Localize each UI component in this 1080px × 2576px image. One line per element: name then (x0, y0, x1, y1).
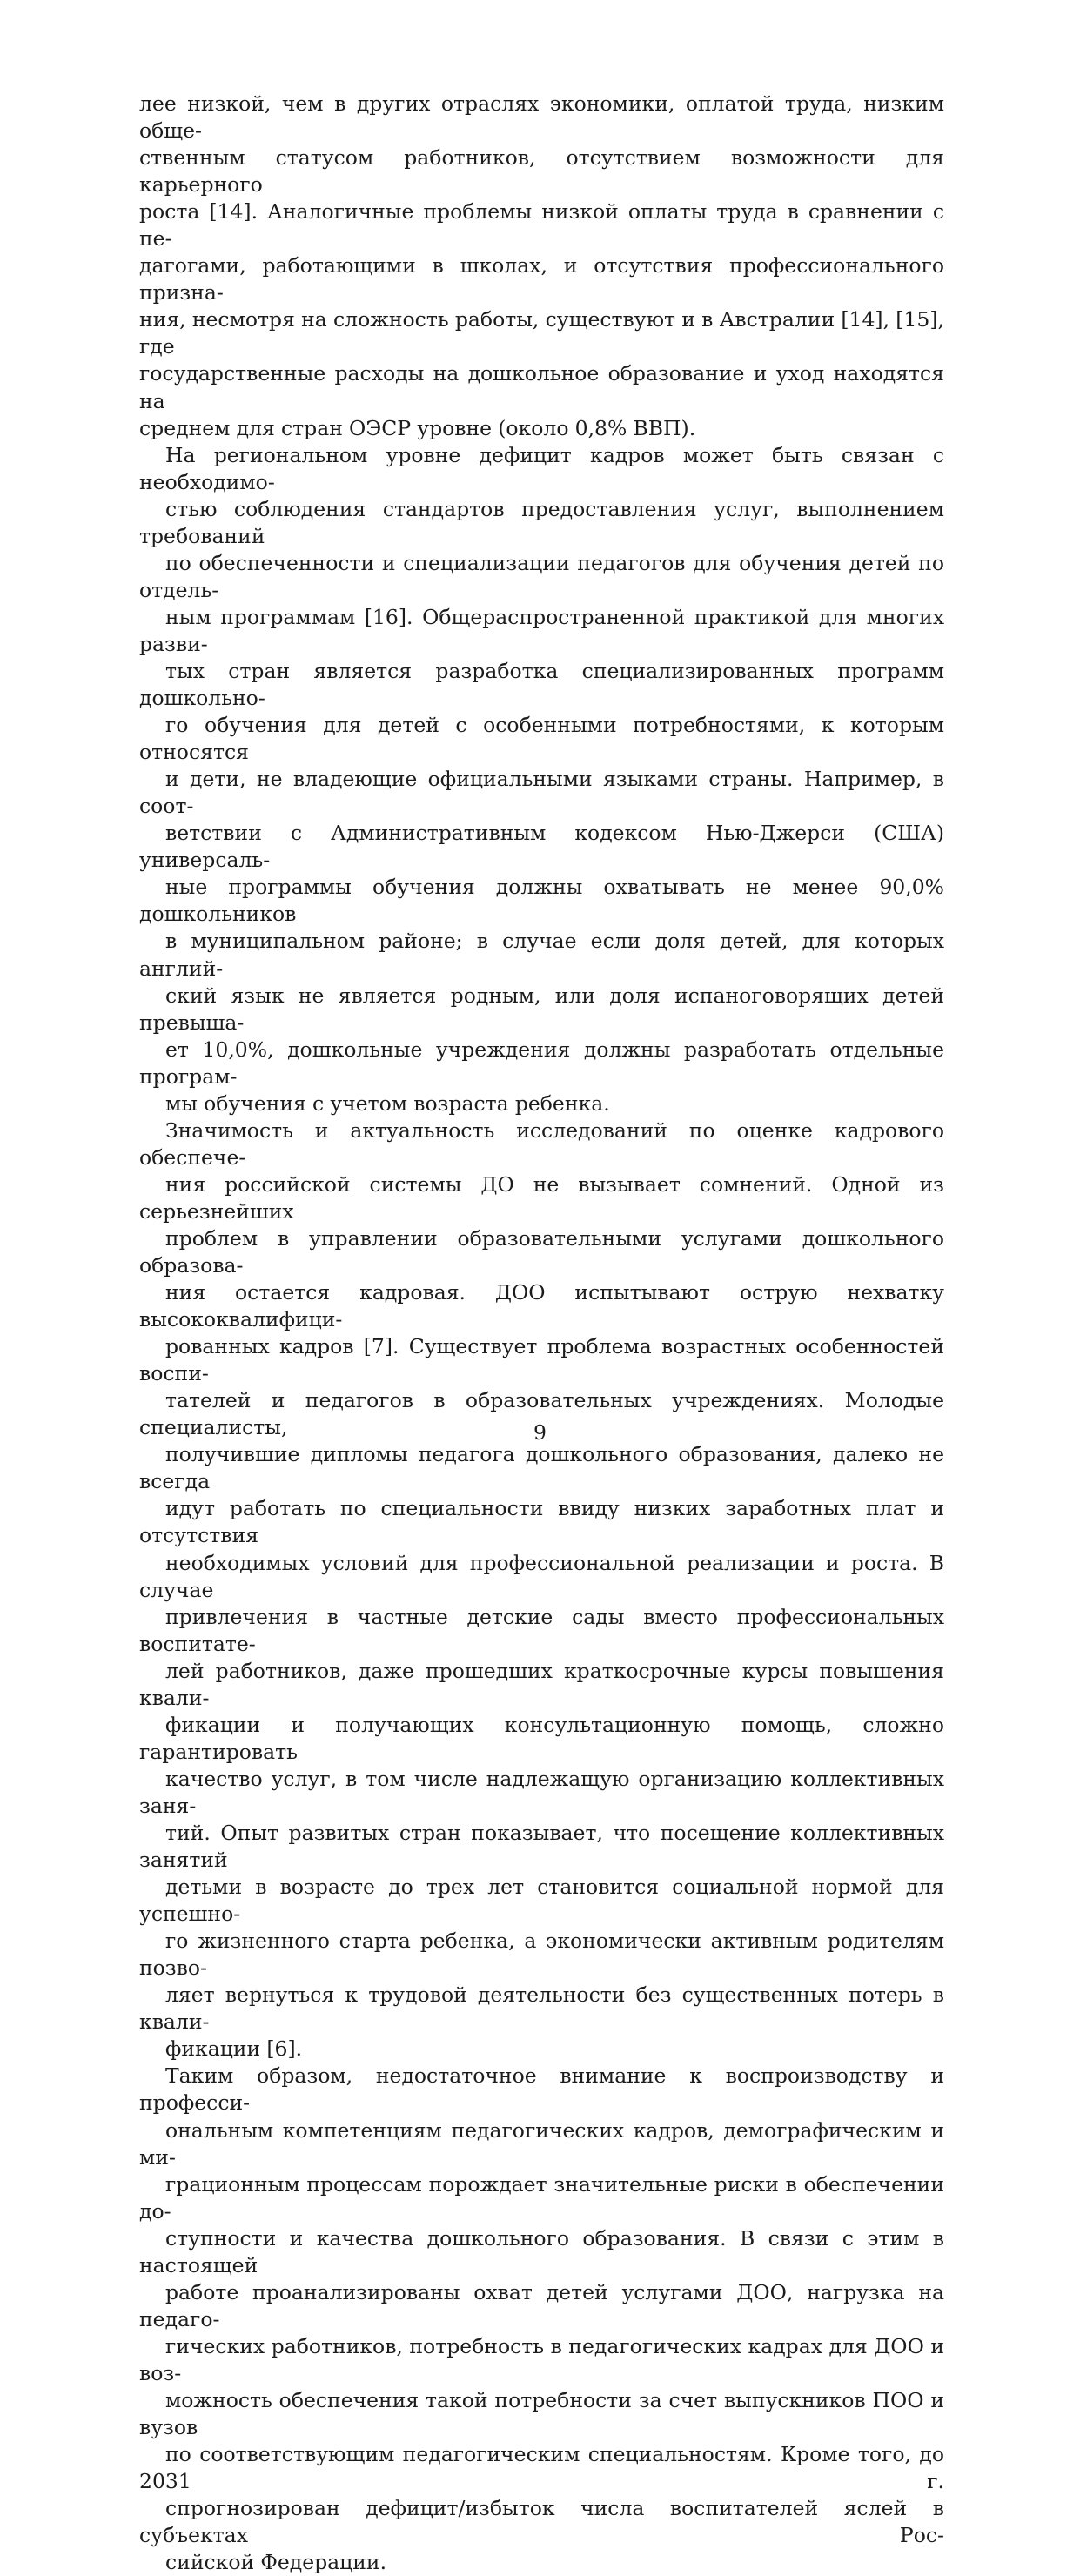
text-line: ский язык не является родным, или доля испаноговорящих детей превыша- (139, 983, 944, 1035)
text-line: тий. Опыт развитых стран показывает, что посещение коллективных занятий (139, 1821, 944, 1873)
text-line: го обучения для детей с особенными потребностями, к которым относятся (139, 713, 944, 765)
text-line: дагогами, работающими в школах, и отсутствия профессионального призна- (139, 253, 944, 305)
text-line: мы обучения с учетом возраста ребенка. (165, 1090, 610, 1116)
text-line: гических работников, потребность в педагогических кадрах для ДОО и воз- (139, 2333, 944, 2385)
text-line: ственным статусом работников, отсутствием возможности для карьерного (139, 145, 944, 198)
text-line: по обеспеченности и специализации педагогов для обучения детей по отдель- (139, 550, 944, 602)
text-line: спрогнозирован дефицит/избыток числа воспитателей яслей в субъектах Рос- (139, 2496, 944, 2548)
paragraph-2 (139, 442, 944, 1117)
text-line: роста [14]. Аналогичные проблемы низкой оплаты труда в сравнении с пе- (139, 199, 944, 252)
text-line: ния, несмотря на сложность работы, существуют и в Австралии [14], [15], где (139, 307, 944, 359)
text-line: ния российской системы ДО не вызывает сомнений. Одной из серьезнейших (139, 1171, 944, 1224)
text-line: го жизненного старта ребенка, а экономически активным родителям позво- (139, 1929, 944, 1981)
text-line: рованных кадров [7]. Существует проблема возрастных особенностей воспи- (139, 1334, 944, 1386)
text-line: ональным компетенциям педагогических кадров, демографическим и ми- (139, 2117, 944, 2170)
text-line: среднем для стран ОЭСР уровне (около 0,8% ВВП). (139, 415, 696, 440)
text-line: ветствии с Административным кодексом Нью-Джерси (США) универсаль- (139, 821, 944, 873)
paragraph-3 (139, 1117, 944, 2063)
text-line: и дети, не владеющие официальными языками страны. Например, в соот- (139, 767, 944, 819)
text-line: в муниципальном районе; в случае если доля детей, для которых англий- (139, 929, 944, 981)
text-line: проблем в управлении образовательными услугами дошкольного образова- (139, 1225, 944, 1278)
text-line: ет 10,0%, дошкольные учреждения должны разработать отдельные програм- (139, 1036, 944, 1089)
text-line: ния остается кадровая. ДОО испытывают острую нехватку высококвалифици- (139, 1280, 944, 1332)
text-line: фикации [6]. (165, 2036, 303, 2062)
text-line: стью соблюдения стандартов предоставления услуг, выполнением требований (139, 496, 944, 548)
text-line: На региональном уровне дефицит кадров может быть связан с необходимо- (139, 442, 944, 494)
text-line: качество услуг, в том числе надлежащую организацию коллективных заня- (139, 1766, 944, 1818)
text-line: детьми в возрасте до трех лет становится социальной нормой для успешно- (139, 1875, 944, 1927)
text-line: ступности и качества дошкольного образования. В связи с этим в настоящей (139, 2225, 944, 2277)
text-line: можность обеспечения такой потребности за счет выпускников ПОО и вузов (139, 2387, 944, 2440)
text-line: работе проанализированы охват детей услугами ДОО, нагрузка на педаго- (139, 2279, 944, 2331)
text-line: ным программам [16]. Общераспространенной практикой для многих разви- (139, 604, 944, 656)
text-line: по соответствующим педагогическим специальностям. Кроме того, до 2031 г. (139, 2442, 944, 2494)
text-line: Таким образом, недостаточное внимание к воспроизводству и професси- (139, 2063, 944, 2116)
text-line: тых стран является разработка специализированных программ дошкольно- (139, 658, 944, 711)
text-line: лей работников, даже прошедших краткосрочные курсы повышения квали- (139, 1658, 944, 1710)
text-line: Значимость и актуальность исследований по оценке кадрового обеспече- (139, 1117, 944, 1170)
text-line: ные программы обучения должны охватывать не менее 90,0% дошкольников (139, 875, 944, 927)
text-line: ляет вернуться к трудовой деятельности без существенных потерь в квали- (139, 1982, 944, 2035)
text-line: лее низкой, чем в других отраслях экономики, оплатой труда, низким обще- (139, 91, 944, 144)
text-line: получившие дипломы педагога дошкольного образования, далеко не всегда (139, 1442, 944, 1494)
text-line: сийской Федерации. (165, 2550, 387, 2575)
text-line: тателей и педагогов в образовательных учреждениях. Молодые специалисты, (139, 1388, 944, 1440)
paragraph-1 (139, 91, 944, 442)
text-line: фикации и получающих консультационную помощь, сложно гарантировать (139, 1712, 944, 1764)
paragraph-4 (139, 2063, 944, 2576)
page-body (139, 91, 944, 2576)
text-line: государственные расходы на дошкольное образование и уход находятся на (139, 361, 944, 413)
text-line: привлечения в частные детские сады вместо профессиональных воспитате- (139, 1604, 944, 1656)
page-number: 9 (533, 1420, 547, 1445)
text-line: идут работать по специальности ввиду низких заработных плат и отсутствия (139, 1496, 944, 1548)
text-line: необходимых условий для профессиональной реализации и роста. В случае (139, 1550, 944, 1602)
text-line: грационным процессам порождает значительные риски в обеспечении до- (139, 2171, 944, 2224)
